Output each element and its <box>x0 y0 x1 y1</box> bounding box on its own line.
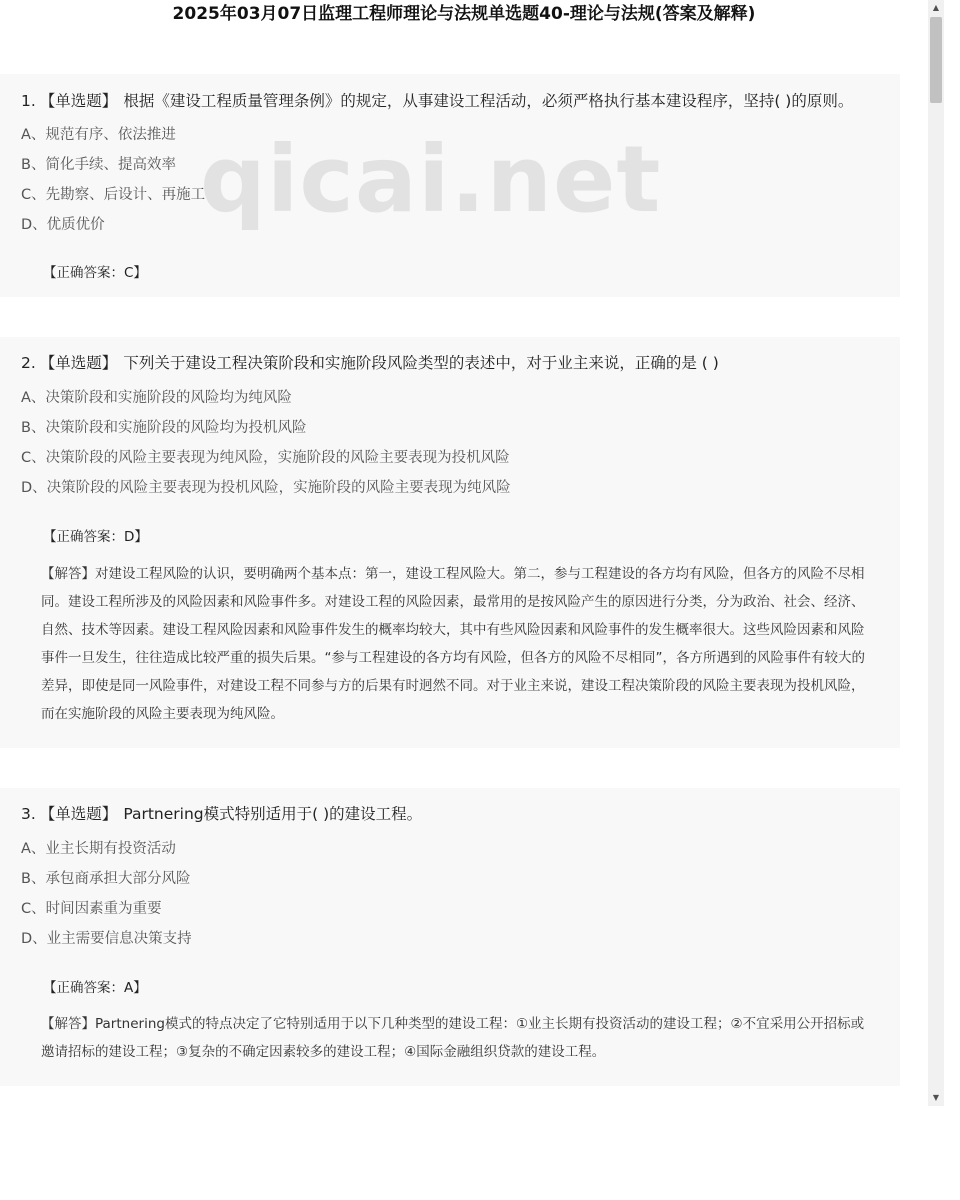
question-type: 【单选题】 <box>39 354 118 372</box>
option-c[interactable]: C、时间因素重为重要 <box>21 901 162 917</box>
scroll-thumb[interactable] <box>930 17 942 103</box>
answer-explanation: 【解答】对建设工程风险的认识，要明确两个基本点：第一，建设工程风险大。第二，参与工程建设的各方均有风险，但各方的风险不尽相同。建设工程所涉及的风险因素和风险事件多。对建设工程的风险因素，最常用的是按风险产生的原因进行分类，分为政治、社会、经济、自然、技术等因素。建设工程风险因素和风险事件发生的概率均较大，其中有些风险因素和风险事件的发生概率很大。这些风险因素和风险事件一旦发生，往往造成比较严重的损失后果。“参与工程建设的各方均有风险，但各方的风险不尽相同”，各方所遇到的风险事件有较大的差异，即使是同一风险事件，对建设工程不同参与方的后果有时迥然不同。对于业主来说，建设工程决策阶段的风险主要表现为投机风险，而在实施阶段的风险主要表现为纯风险。 <box>41 566 865 722</box>
option-d[interactable]: D、优质优价 <box>21 217 105 233</box>
option-a[interactable]: A、规范有序、依法推进 <box>21 127 176 143</box>
correct-answer: 【正确答案：A】 <box>43 980 147 996</box>
question-stem: 下列关于建设工程决策阶段和实施阶段风险类型的表述中，对于业主来说，正确的是 ( ) <box>123 354 719 372</box>
question-number: 2. <box>21 354 36 372</box>
option-d[interactable]: D、决策阶段的风险主要表现为投机风险，实施阶段的风险主要表现为纯风险 <box>21 480 511 496</box>
question-type: 【单选题】 <box>39 805 118 823</box>
correct-answer: 【正确答案：D】 <box>43 529 148 545</box>
question-number: 1. <box>21 92 36 110</box>
page-title: 2025年03月07日监理工程师理论与法规单选题40-理论与法规(答案及解释) <box>172 4 756 24</box>
option-d[interactable]: D、业主需要信息决策支持 <box>21 931 192 947</box>
option-c[interactable]: C、决策阶段的风险主要表现为纯风险，实施阶段的风险主要表现为投机风险 <box>21 450 510 466</box>
scroll-down-icon[interactable]: ▼ <box>932 1093 940 1102</box>
correct-answer: 【正确答案：C】 <box>43 265 147 281</box>
question-card-2 <box>0 337 900 748</box>
question-stem: Partnering模式特别适用于( )的建设工程。 <box>123 805 423 823</box>
question-text <box>21 91 880 111</box>
option-b[interactable]: B、简化手续、提高效率 <box>21 157 176 173</box>
question-text <box>21 353 880 373</box>
question-stem: 根据《建设工程质量管理条例》的规定，从事建设工程活动，必须严格执行基本建设程序，坚持( )的原则。 <box>123 92 854 110</box>
option-b[interactable]: B、决策阶段和实施阶段的风险均为投机风险 <box>21 420 307 436</box>
question-number: 3. <box>21 805 36 823</box>
question-type: 【单选题】 <box>39 92 118 110</box>
scroll-up-icon[interactable]: ▲ <box>932 3 940 12</box>
option-c[interactable]: C、先勘察、后设计、再施工 <box>21 187 206 203</box>
answer-explanation: 【解答】Partnering模式的特点决定了它特别适用于以下几种类型的建设工程：①业主长期有投资活动的建设工程；②不宜采用公开招标或邀请招标的建设工程；③复杂的不确定因素较多的建设工程；④国际金融组织贷款的建设工程。 <box>41 1016 865 1060</box>
question-text <box>21 804 880 824</box>
vertical-scrollbar[interactable] <box>928 0 944 1106</box>
option-a[interactable]: A、业主长期有投资活动 <box>21 841 176 857</box>
option-b[interactable]: B、承包商承担大部分风险 <box>21 871 191 887</box>
watermark: qicai.net <box>200 126 662 233</box>
question-card-1 <box>0 74 900 297</box>
option-a[interactable]: A、决策阶段和实施阶段的风险均为纯风险 <box>21 390 292 406</box>
question-card-3 <box>0 788 900 1086</box>
